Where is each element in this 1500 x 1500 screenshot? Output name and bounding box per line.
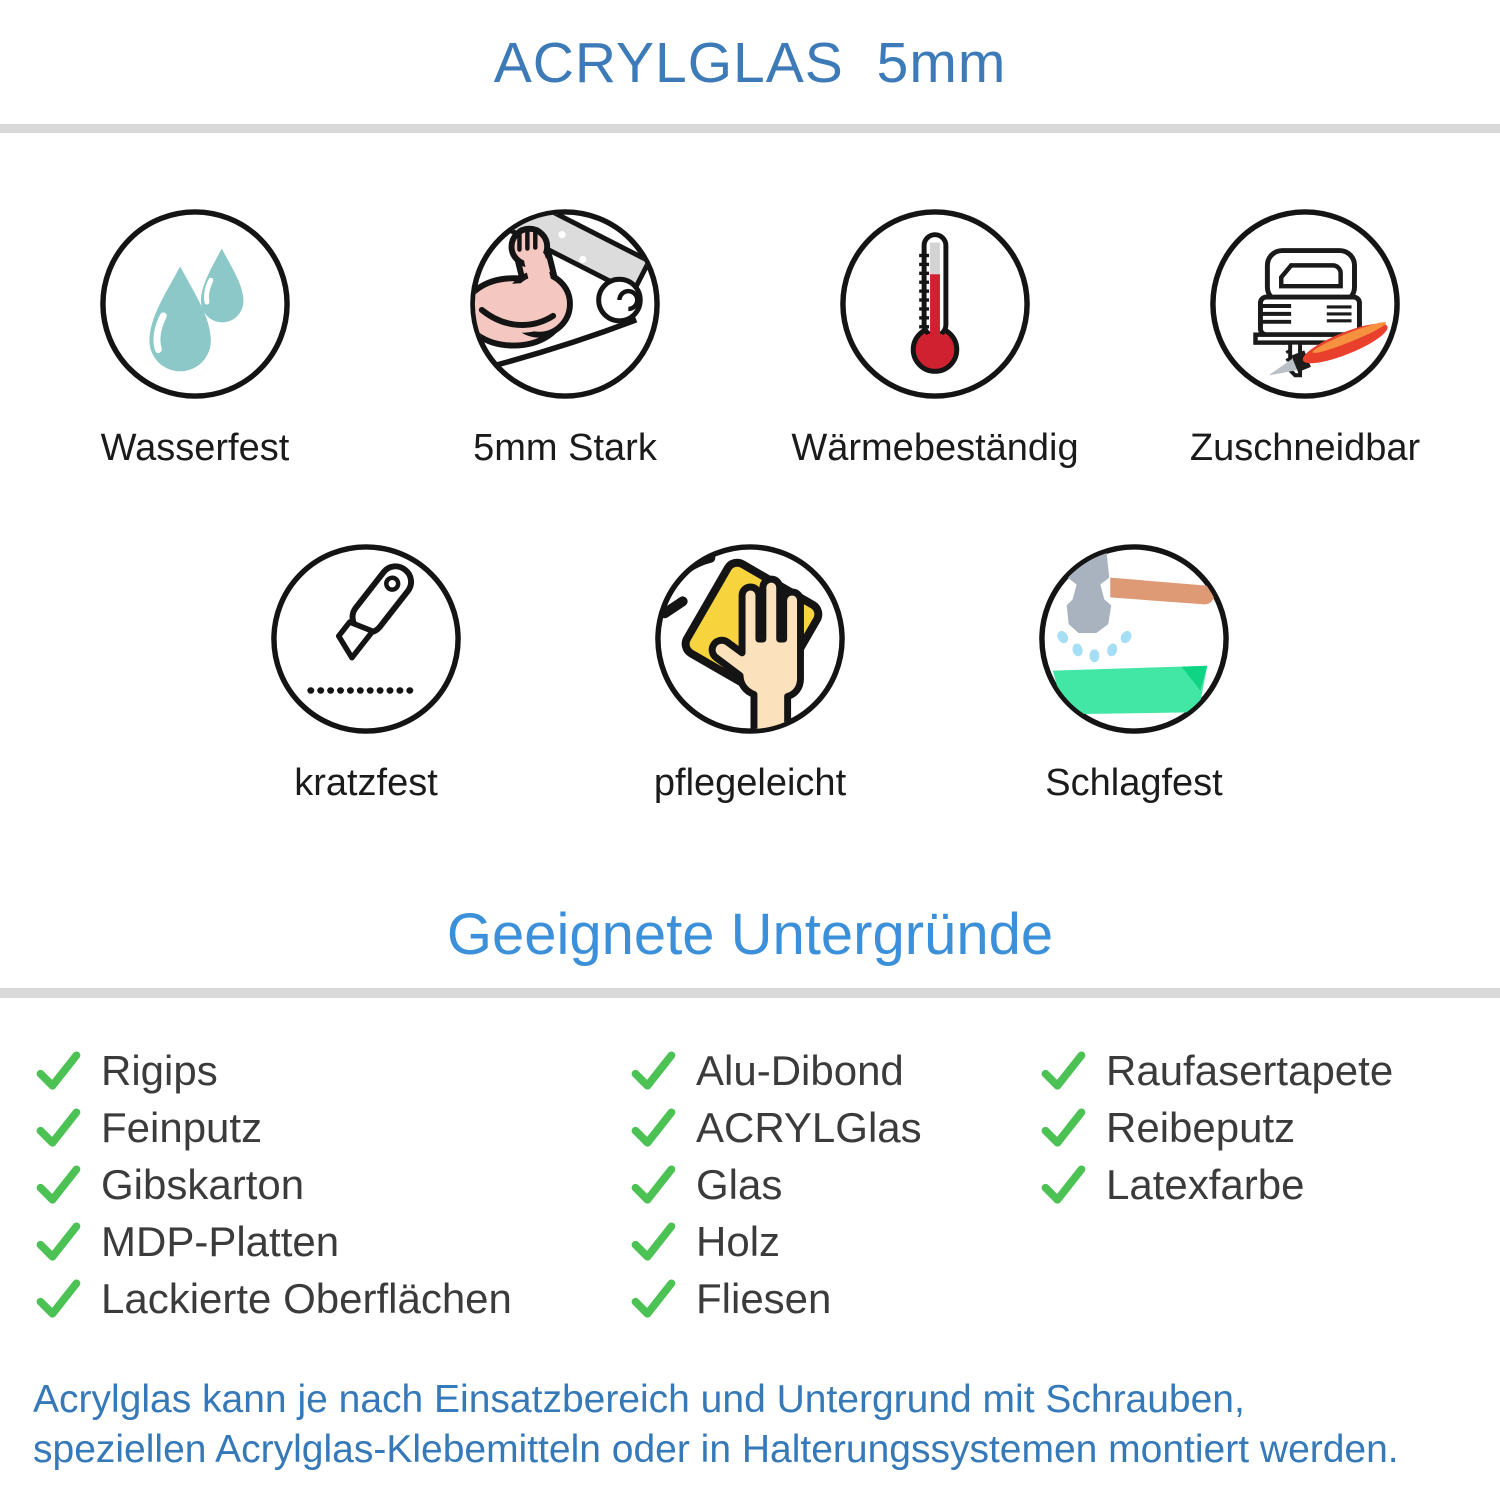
substrate-name: Alu-Dibond: [696, 1046, 904, 1094]
divider-bar-top: [0, 124, 1500, 133]
water-drops-icon: [96, 205, 294, 403]
list-item: [1040, 1042, 1393, 1099]
check-icon: [630, 1048, 676, 1094]
check-icon: [1040, 1105, 1086, 1151]
feature-thickness: [422, 205, 708, 470]
feature-label: 5mm Stark: [473, 427, 657, 469]
feature-row-2: [0, 540, 1500, 805]
substrate-name: Fliesen: [696, 1274, 832, 1322]
substrate-column-1: [35, 1042, 630, 1327]
list-item: [630, 1156, 1040, 1213]
divider-bar-substrates: [0, 988, 1500, 998]
substrate-name: Reibeputz: [1106, 1103, 1296, 1151]
page-title: ACRYLGLAS 5mm: [493, 31, 1007, 95]
list-item: [630, 1042, 1040, 1099]
substrate-name: Gibskarton: [101, 1160, 305, 1208]
feature-waterproof: [52, 205, 338, 470]
muscle-arm-icon: [466, 205, 664, 403]
feature-row-1: [0, 205, 1500, 470]
check-icon: [1040, 1048, 1086, 1094]
check-icon: [35, 1162, 81, 1208]
check-icon: [630, 1162, 676, 1208]
check-icon: [35, 1105, 81, 1151]
feature-impact-resistant: [984, 540, 1284, 805]
list-item: [1040, 1099, 1393, 1156]
list-item: [35, 1099, 630, 1156]
feature-label: Schlagfest: [1045, 762, 1223, 804]
check-icon: [630, 1105, 676, 1151]
check-icon: [630, 1276, 676, 1322]
check-icon: [35, 1276, 81, 1322]
substrate-name: Holz: [696, 1217, 781, 1265]
hammer-impact-icon: [1035, 540, 1233, 738]
check-icon: [630, 1219, 676, 1265]
substrate-checklist: [0, 1042, 1500, 1327]
substrate-column-2: [630, 1042, 1040, 1327]
substrate-name: Glas: [696, 1160, 783, 1208]
feature-cuttable: [1162, 205, 1448, 470]
jigsaw-cutter-icon: [1206, 205, 1404, 403]
substrate-name: MDP-Platten: [101, 1217, 340, 1265]
feature-label: Zuschneidbar: [1189, 427, 1421, 469]
cleaning-cloth-hand-icon: [651, 540, 849, 738]
feature-label: Wasserfest: [100, 427, 290, 469]
feature-label: pflegeleicht: [653, 762, 847, 804]
substrate-name: Raufasertapete: [1106, 1046, 1394, 1094]
substrate-name: Rigips: [101, 1046, 218, 1094]
feature-label: Wärmebeständig: [791, 427, 1079, 469]
list-item: [1040, 1156, 1393, 1213]
mounting-note: [0, 1375, 1500, 1475]
mounting-note-line2: speziellen Acrylglas-Klebemitteln oder in Halterungssystemen montiert werden.: [33, 1427, 1399, 1471]
feature-label: kratzfest: [294, 762, 438, 804]
section-title-substrates: Geeignete Untergründe: [446, 902, 1054, 967]
substrate-name: ACRYLGlas: [696, 1103, 922, 1151]
feature-scratchproof: [216, 540, 516, 805]
check-icon: [1040, 1162, 1086, 1208]
list-item: [630, 1099, 1040, 1156]
list-item: [35, 1042, 630, 1099]
check-icon: [35, 1219, 81, 1265]
substrate-column-3: [1040, 1042, 1393, 1213]
list-item: [630, 1270, 1040, 1327]
feature-heat-resistant: [792, 205, 1078, 470]
substrate-name: Lackierte Oberflächen: [101, 1274, 512, 1322]
list-item: [35, 1270, 630, 1327]
utility-knife-icon: [267, 540, 465, 738]
list-item: [35, 1156, 630, 1213]
substrate-name: Latexfarbe: [1106, 1160, 1305, 1208]
substrate-name: Feinputz: [101, 1103, 263, 1151]
check-icon: [35, 1048, 81, 1094]
list-item: [630, 1213, 1040, 1270]
thermometer-icon: [836, 205, 1034, 403]
mounting-note-line1: Acrylglas kann je nach Einsatzbereich und Untergrund mit Schrauben,: [33, 1378, 1245, 1421]
feature-easy-care: [600, 540, 900, 805]
list-item: [35, 1213, 630, 1270]
